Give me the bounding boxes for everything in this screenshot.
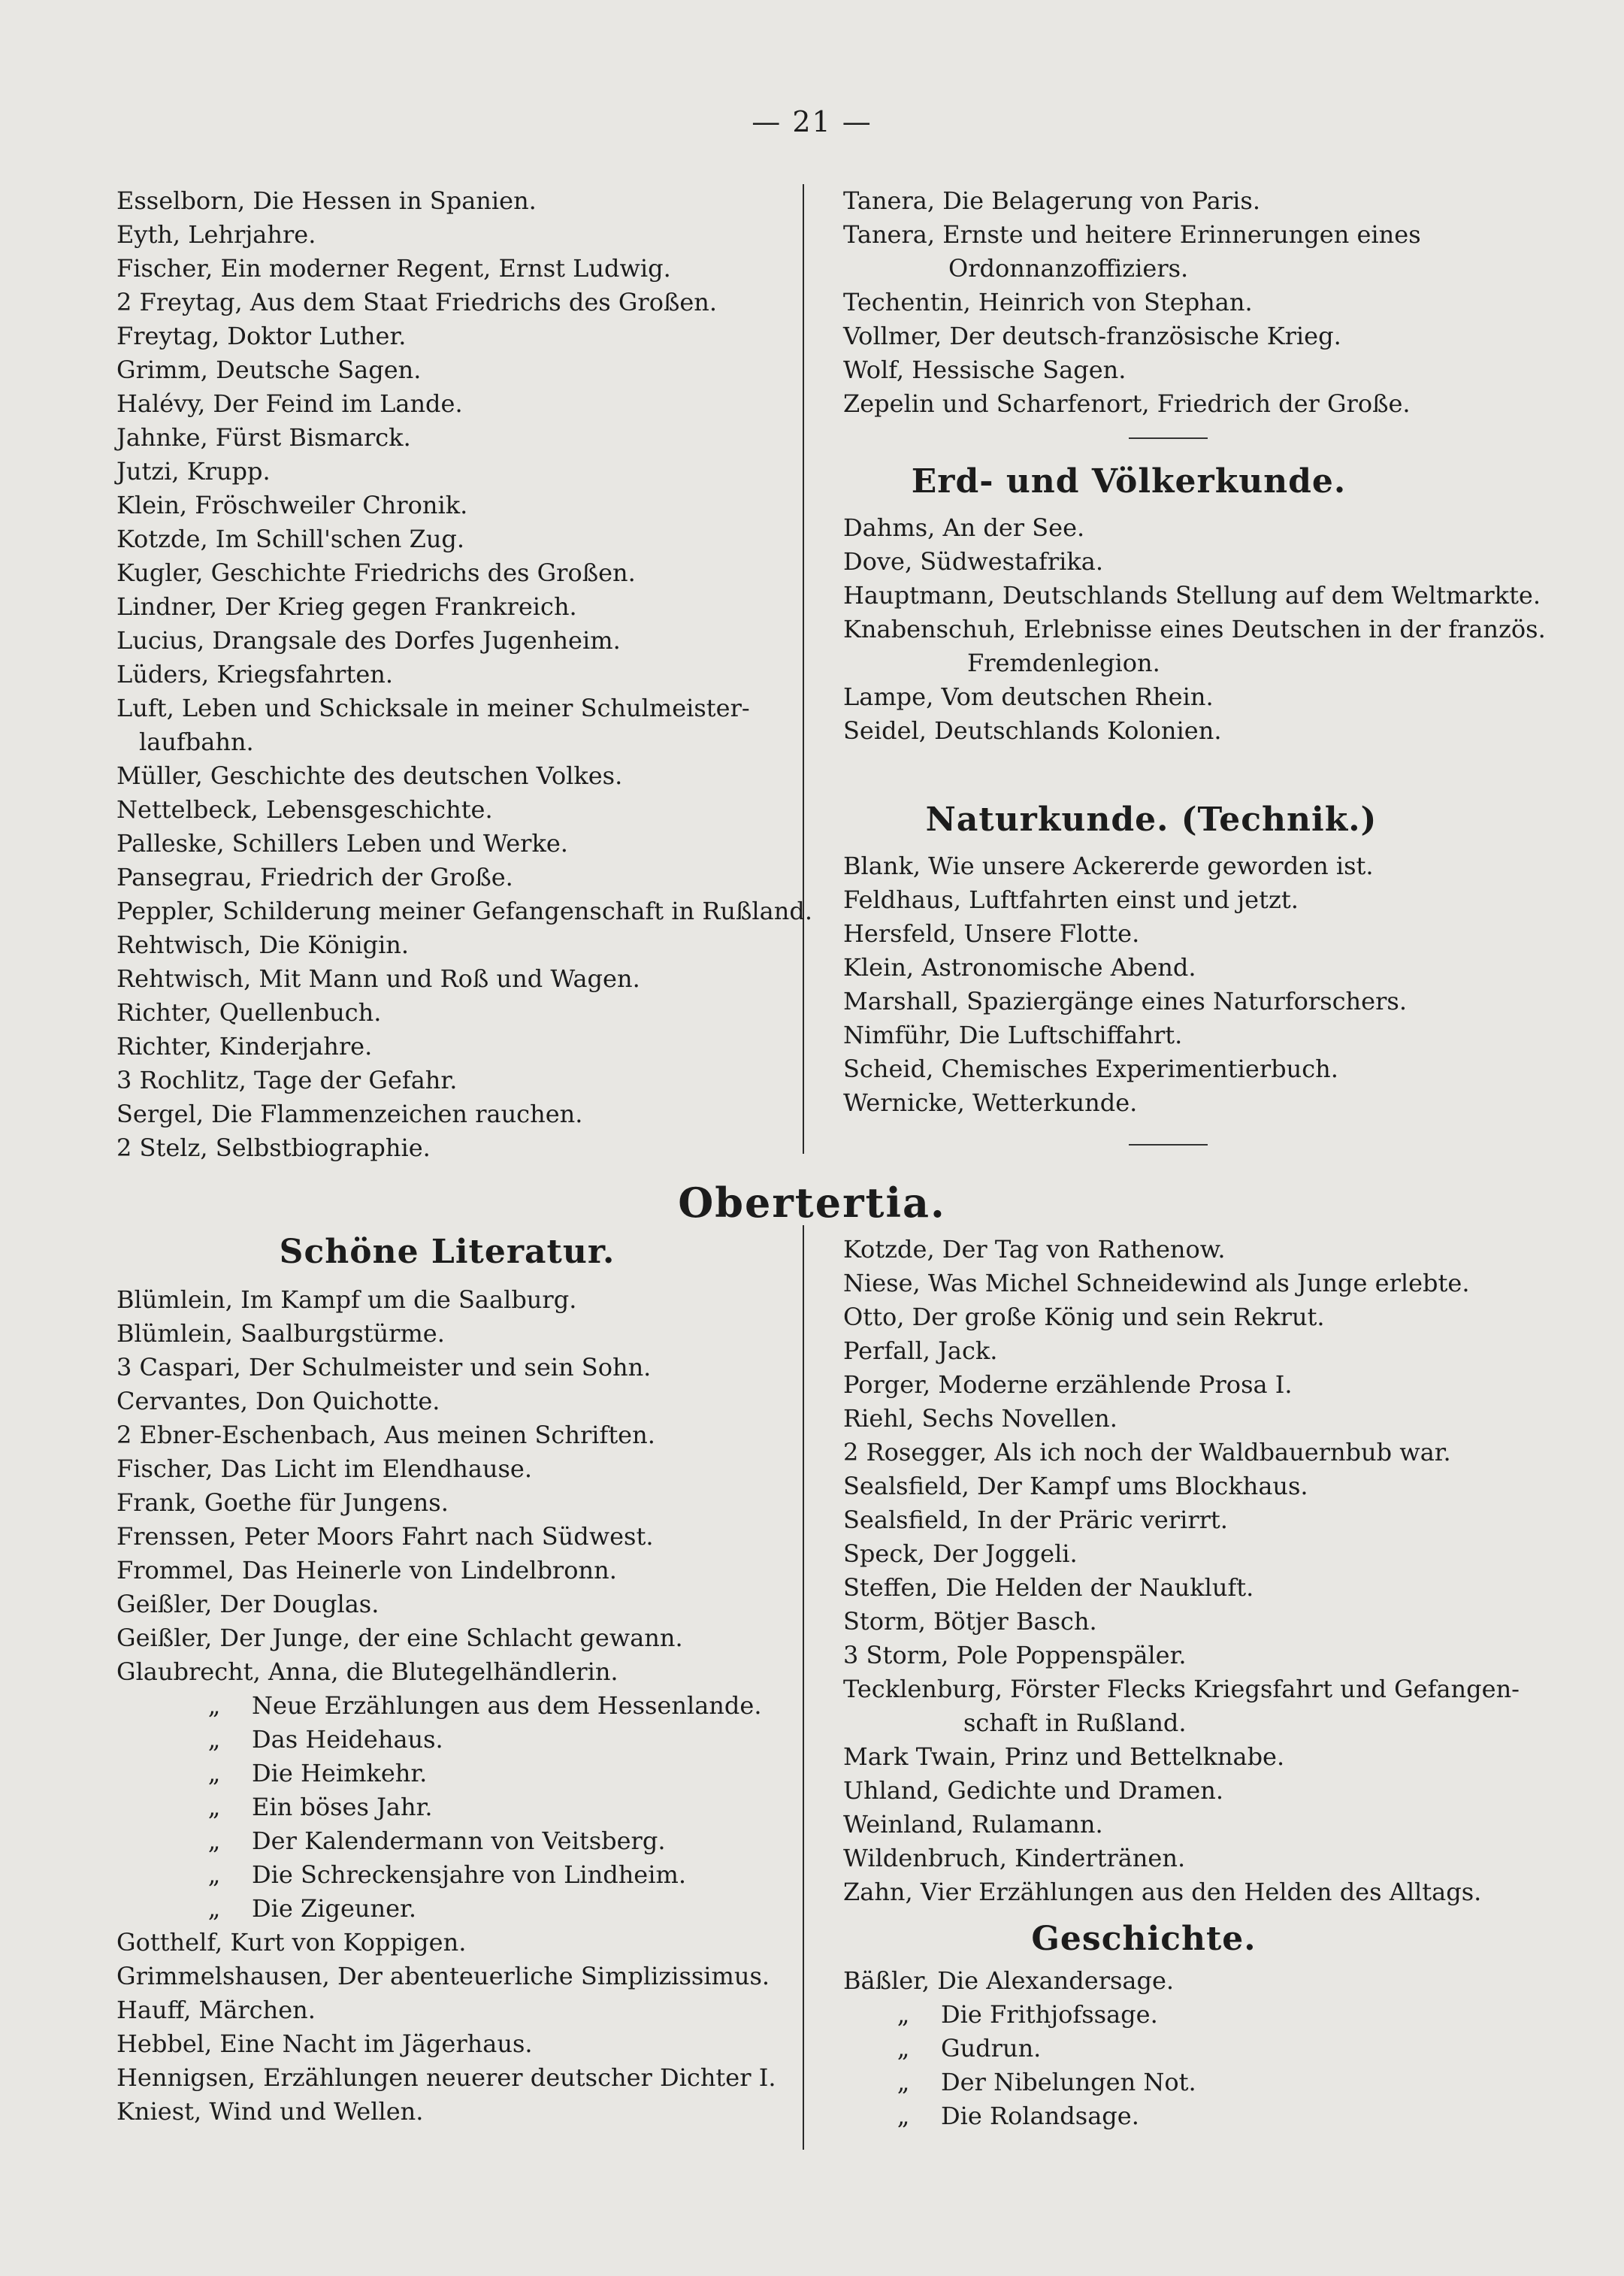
ditto-mark: „: [207, 1759, 221, 1787]
list-item: Wolf, Hessische Sagen.: [843, 356, 1127, 384]
list-item: Wernicke, Wetterkunde.: [843, 1088, 1138, 1117]
ditto-item: [116, 1723, 793, 1757]
erd-section: [843, 462, 1546, 748]
grade-heading: Obertertia.: [678, 1179, 946, 1227]
list-item: 2 Stelz, Selbstbiographie.: [116, 1133, 431, 1162]
list-item: Esselborn, Die Hessen in Spanien.: [116, 186, 537, 215]
list-item: Hauptmann, Deutschlands Stellung auf dem Weltmarkte.: [843, 581, 1541, 610]
list-item: Nettelbeck, Lebensgeschichte.: [116, 795, 493, 824]
list-item: Niese, Was Michel Schneidewind als Junge erlebte.: [843, 1269, 1470, 1297]
list-item: Frank, Goethe für Jungens.: [116, 1488, 449, 1517]
ditto-item: [843, 2066, 1520, 2099]
list-item: Steffen, Die Helden der Naukluft.: [843, 1573, 1254, 1602]
section-heading-erd: Erd- und Völkerkunde.: [911, 462, 1347, 501]
list-item: Lampe, Vom deutschen Rhein.: [843, 682, 1214, 711]
ditto-mark: „: [207, 1860, 221, 1889]
list-item: Dove, Südwestafrika.: [843, 547, 1103, 576]
ditto-item: [116, 1689, 793, 1723]
page-number: — 21 —: [752, 105, 872, 138]
list-item: Müller, Geschichte des deutschen Volkes.: [116, 761, 623, 790]
list-item: Richter, Quellenbuch.: [116, 998, 382, 1027]
list-item: Luft, Leben und Schicksale in meiner Schulmeister-: [116, 694, 750, 722]
list-item: Uhland, Gedichte und Dramen.: [843, 1776, 1224, 1805]
list-item: Sergel, Die Flammenzeichen rauchen.: [116, 1100, 583, 1128]
list-item: Wildenbruch, Kindertränen.: [843, 1844, 1186, 1872]
list-item: Geißler, Der Junge, der eine Schlacht gewann.: [116, 1624, 683, 1652]
list-item: Hersfeld, Unsere Flotte.: [843, 919, 1140, 948]
list-item: Gotthelf, Kurt von Koppigen.: [116, 1928, 467, 1957]
list-item: Tanera, Ernste und heitere Erinnerungen eines: [843, 220, 1421, 249]
list-item: Marshall, Spaziergänge eines Naturforschers.: [843, 987, 1407, 1015]
ditto-title: Die Frithjofssage.: [941, 2000, 1158, 2029]
ditto-title: Der Nibelungen Not.: [941, 2068, 1196, 2096]
list-item: Fischer, Das Licht im Elendhause.: [116, 1454, 533, 1483]
list-item: Kniest, Wind und Wellen.: [116, 2097, 424, 2126]
list-item: Sealsfield, In der Präric verirrt.: [843, 1506, 1228, 1534]
list-item: Rehtwisch, Mit Mann und Roß und Wagen.: [116, 964, 640, 993]
ditto-item: [843, 1998, 1520, 2032]
ditto-title: Gudrun.: [941, 2034, 1042, 2063]
ditto-title: Die Heimkehr.: [252, 1759, 428, 1787]
ditto-title: Neue Erzählungen aus dem Hessenlande.: [252, 1691, 762, 1720]
list-item: Grimm, Deutsche Sagen.: [116, 356, 422, 384]
list-item: 2 Ebner-Eschenbach, Aus meinen Schriften.: [116, 1421, 655, 1449]
list-item: Tecklenburg, Förster Flecks Kriegsfahrt und Gefangen-: [843, 1675, 1520, 1703]
ditto-mark: „: [207, 1894, 221, 1923]
list-item: Pansegrau, Friedrich der Große.: [116, 863, 513, 891]
list-item: Frommel, Das Heinerle von Lindelbronn.: [116, 1556, 617, 1584]
ditto-mark: „: [207, 1691, 221, 1720]
list-item: Tanera, Die Belagerung von Paris.: [843, 186, 1260, 215]
list-item: Otto, Der große König und sein Rekrut.: [843, 1303, 1325, 1331]
list-item: Grimmelshausen, Der abenteuerliche Simplizissimus.: [116, 1962, 770, 1990]
ditto-item: [843, 2032, 1520, 2066]
ditto-title: Das Heidehaus.: [252, 1725, 443, 1754]
list-item: 3 Rochlitz, Tage der Gefahr.: [116, 1066, 458, 1094]
list-item: Sealsfield, Der Kampf ums Blockhaus.: [843, 1472, 1308, 1500]
list-item: Hebbel, Eine Nacht im Jägerhaus.: [116, 2029, 533, 2058]
list-item-continuation: Ordonnanzoffiziers.: [948, 254, 1189, 283]
list-item: Speck, Der Joggeli.: [843, 1539, 1078, 1568]
ditto-mark: „: [207, 1827, 221, 1855]
list-item: Klein, Fröschweiler Chronik.: [116, 491, 468, 519]
list-item: Lindner, Der Krieg gegen Frankreich.: [116, 592, 577, 621]
list-item: Mark Twain, Prinz und Bettelknabe.: [843, 1742, 1285, 1771]
list-item: Blümlein, Im Kampf um die Saalburg.: [116, 1285, 577, 1314]
section-divider: [1129, 437, 1208, 439]
list-item-continuation: laufbahn.: [139, 728, 254, 756]
list-item: Nimführ, Die Luftschiffahrt.: [843, 1021, 1183, 1049]
list-item: Vollmer, Der deutsch-französische Krieg.: [843, 322, 1341, 350]
list-item: Blümlein, Saalburgstürme.: [116, 1319, 445, 1348]
ditto-item: [116, 1858, 793, 1892]
list-item: Palleske, Schillers Leben und Werke.: [116, 829, 568, 858]
list-item: Feldhaus, Luftfahrten einst und jetzt.: [843, 885, 1299, 914]
section-heading-geschichte: Geschichte.: [1031, 1920, 1257, 1958]
ditto-title: Ein böses Jahr.: [252, 1793, 433, 1821]
ditto-title: Der Kalendermann von Veitsberg.: [252, 1827, 666, 1855]
list-item-continuation: Fremdenlegion.: [967, 649, 1160, 677]
list-item: Kugler, Geschichte Friedrichs des Großen.: [116, 558, 636, 587]
ditto-mark: „: [207, 1793, 221, 1821]
natur-section: [843, 801, 1520, 1120]
list-item: Bäßler, Die Alexandersage.: [843, 1966, 1175, 1995]
list-item: Halévy, Der Feind im Lande.: [116, 389, 463, 418]
list-item: Lucius, Drangsale des Dorfes Jugenheim.: [116, 626, 621, 655]
list-item: Weinland, Rulamann.: [843, 1810, 1103, 1839]
list-item-continuation: schaft in Rußland.: [963, 1709, 1187, 1737]
list-item: Knabenschuh, Erlebnisse eines Deutschen in der französ.: [843, 615, 1546, 643]
list-item: Zepelin und Scharfenort, Friedrich der Große.: [843, 389, 1411, 418]
ditto-mark: „: [897, 2034, 910, 2063]
list-item: Glaubrecht, Anna, die Blutegelhändlerin.: [116, 1657, 618, 1686]
list-item: Storm, Bötjer Basch.: [843, 1607, 1097, 1636]
ditto-item: [116, 1824, 793, 1858]
list-item: 3 Storm, Pole Poppenspäler.: [843, 1641, 1187, 1669]
list-item: 2 Rosegger, Als ich noch der Waldbauernbub war.: [843, 1438, 1451, 1466]
ditto-item: [116, 1757, 793, 1790]
top-left-column: [116, 184, 812, 1165]
bottom-left-column: [116, 1233, 793, 2129]
list-item: Porger, Moderne erzählende Prosa I.: [843, 1370, 1293, 1399]
ditto-title: Die Rolandsage.: [941, 2102, 1139, 2130]
list-item: Hauff, Märchen.: [116, 1996, 316, 2024]
top-right-column: [843, 184, 1520, 421]
list-item: Jahnke, Fürst Bismarck.: [116, 423, 411, 452]
list-item: Perfall, Jack.: [843, 1336, 998, 1365]
list-item: Techentin, Heinrich von Stephan.: [843, 288, 1253, 316]
ditto-title: Die Zigeuner.: [252, 1894, 416, 1923]
list-item: 3 Caspari, Der Schulmeister und sein Sohn.: [116, 1353, 652, 1382]
ditto-mark: „: [897, 2102, 910, 2130]
ditto-item: [116, 1790, 793, 1824]
list-item: Scheid, Chemisches Experimentierbuch.: [843, 1055, 1338, 1083]
ditto-title: Die Schreckensjahre von Lindheim.: [252, 1860, 686, 1889]
list-item: Zahn, Vier Erzählungen aus den Helden des Alltags.: [843, 1878, 1482, 1906]
ditto-mark: „: [897, 2068, 910, 2096]
list-item: Geißler, Der Douglas.: [116, 1590, 380, 1618]
list-item: Kotzde, Im Schill'schen Zug.: [116, 525, 465, 553]
list-item: Seidel, Deutschlands Kolonien.: [843, 716, 1222, 745]
column-rule-bottom: [803, 1225, 804, 2150]
list-item: Riehl, Sechs Novellen.: [843, 1404, 1117, 1433]
ditto-item: [116, 1892, 793, 1926]
list-item: Freytag, Doktor Luther.: [116, 322, 407, 350]
ditto-mark: „: [897, 2000, 910, 2029]
list-item: Frenssen, Peter Moors Fahrt nach Südwest.: [116, 1522, 654, 1551]
list-item: Rehtwisch, Die Königin.: [116, 931, 410, 959]
ditto-mark: „: [207, 1725, 221, 1754]
bottom-right-column: [843, 1233, 1520, 2133]
list-item: Cervantes, Don Quichotte.: [116, 1387, 440, 1415]
section-heading-natur: Naturkunde. (Technik.): [925, 801, 1378, 839]
list-item: Blank, Wie unsere Ackererde geworden ist.: [843, 852, 1374, 880]
list-item: Peppler, Schilderung meiner Gefangenschaft in Rußland.: [116, 897, 812, 925]
list-item: Eyth, Lehrjahre.: [116, 220, 316, 249]
list-item: 2 Freytag, Aus dem Staat Friedrichs des Großen.: [116, 288, 718, 316]
ditto-item: [843, 2099, 1520, 2133]
list-item: Klein, Astronomische Abend.: [843, 953, 1196, 982]
list-item: Lüders, Kriegsfahrten.: [116, 660, 394, 689]
list-item: Jutzi, Krupp.: [116, 457, 271, 486]
list-item: Richter, Kinderjahre.: [116, 1032, 373, 1061]
section-divider: [1129, 1144, 1208, 1146]
list-item: Dahms, An der See.: [843, 513, 1085, 542]
list-item: Kotzde, Der Tag von Rathenow.: [843, 1235, 1226, 1264]
list-item: Fischer, Ein moderner Regent, Ernst Ludwig.: [116, 254, 671, 283]
section-heading-literatur: Schöne Literatur.: [279, 1233, 615, 1271]
list-item: Hennigsen, Erzählungen neuerer deutscher Dichter I.: [116, 2063, 776, 2092]
